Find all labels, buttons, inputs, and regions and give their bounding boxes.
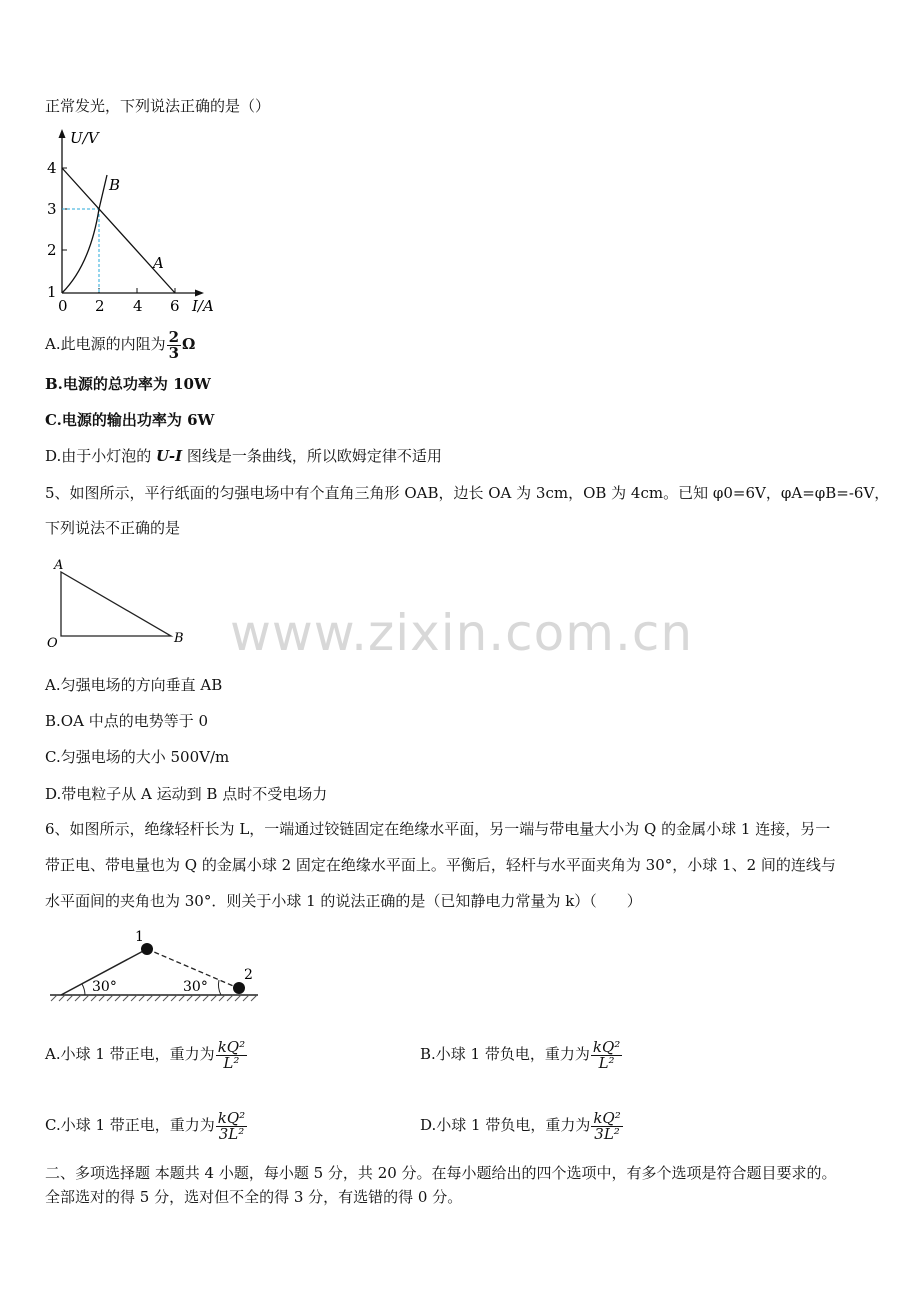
ball-1-label: 1 <box>135 929 144 945</box>
watermark: www.zixin.com.cn <box>230 604 694 662</box>
q6-option-c: C.小球 1 带正电，重力为 $\frac{\text{kQ²}}{\text{3L²}}$ <box>45 1108 246 1143</box>
q5-option-a: A.匀强电场的方向垂直 AB <box>45 676 223 694</box>
q4-option-d: D.由于小灯泡的 U-I 图线是一条曲线，所以欧姆定律不适用 <box>45 447 442 465</box>
q5-stem-line-1: 5、如图所示，平行纸面的匀强电场中有个直角三角形 OAB，边长 OA 为 3cm，OB 为 4cm。已知 φ0=6V，φA=φB=-6V， <box>45 484 890 502</box>
y-tick-label: 3 <box>47 200 57 218</box>
angle-right-label: 30° <box>183 979 208 995</box>
y-tick-label: 1 <box>47 283 57 301</box>
section-2-instructions-line-1: 二、多项选择题 本题共 4 小题，每小题 5 分，共 20 分。在每小题给出的四个选项中，有多个选项是符合题目要求的。 <box>45 1164 837 1182</box>
curve-b-label: B <box>109 176 121 194</box>
vertex-b-label: B <box>174 631 184 646</box>
y-axis-arrow-icon <box>59 129 66 138</box>
x-axis-arrow-icon <box>195 290 204 297</box>
q4-option-a: A.此电源的内阻为 $\frac{2}{3}$ Ω <box>45 327 196 362</box>
triangle-oab-figure <box>45 555 195 650</box>
line-a-label: A <box>153 254 164 272</box>
q5-stem-line-2: 下列说法不正确的是 <box>45 519 181 537</box>
x-tick-label: 4 <box>133 297 143 315</box>
y-tick-label: 2 <box>47 241 57 259</box>
angle-left-label: 30° <box>92 979 117 995</box>
y-tick-label: 4 <box>47 159 57 177</box>
vertex-a-label: A <box>54 558 64 573</box>
y-axis-label: U/V <box>70 129 99 147</box>
q4-option-c: C.电源的输出功率为 6W <box>45 411 215 429</box>
q6-option-b: B.小球 1 带负电，重力为 $\frac{\text{kQ²}}{\text{L²}}$ <box>420 1037 621 1072</box>
x-tick-label: 2 <box>95 297 105 315</box>
q6-stem-line-2: 带正电、带电量也为 Q 的金属小球 2 固定在绝缘水平面上。平衡后，轻杆与水平面夹角为 30°，小球 1、2 间的连线与 <box>45 856 836 874</box>
section-2-instructions-line-2: 全部选对的得 5 分，选对但不全的得 3 分，有选错的得 0 分。 <box>45 1188 463 1206</box>
ui-graph <box>40 125 240 320</box>
x-tick-label: 6 <box>170 297 180 315</box>
ball-2 <box>233 982 245 994</box>
q6-option-a: A.小球 1 带正电，重力为 $\frac{\text{kQ²}}{\text{L²}}$ <box>45 1037 246 1072</box>
q6-stem-line-3: 水平面间的夹角也为 30°．则关于小球 1 的说法正确的是（已知静电力常量为 k）（ ） <box>45 892 642 910</box>
x-tick-label: 0 <box>58 297 68 315</box>
q4-option-b: B.电源的总功率为 10W <box>45 375 211 393</box>
ball-2-label: 2 <box>244 967 253 983</box>
x-axis-label: I/A <box>192 297 214 315</box>
q5-option-b: B.OA 中点的电势等于 0 <box>45 712 209 730</box>
q5-option-c: C.匀强电场的大小 500V/m <box>45 748 230 766</box>
q6-option-d: D.小球 1 带负电，重力为 $\frac{\text{kQ²}}{\text{3L²}}$ <box>420 1108 621 1143</box>
question-intro-line: 正常发光，下列说法正确的是（） <box>45 97 271 115</box>
q5-option-d: D.带电粒子从 A 运动到 B 点时不受电场力 <box>45 785 328 803</box>
q6-stem-line-1: 6、如图所示，绝缘轻杆长为 L，一端通过铰链固定在绝缘水平面，另一端与带电量大小为 Q 的金属小球 1 连接，另一 <box>45 820 831 838</box>
rod-balls-figure <box>45 925 265 1010</box>
vertex-o-label: O <box>47 636 58 650</box>
